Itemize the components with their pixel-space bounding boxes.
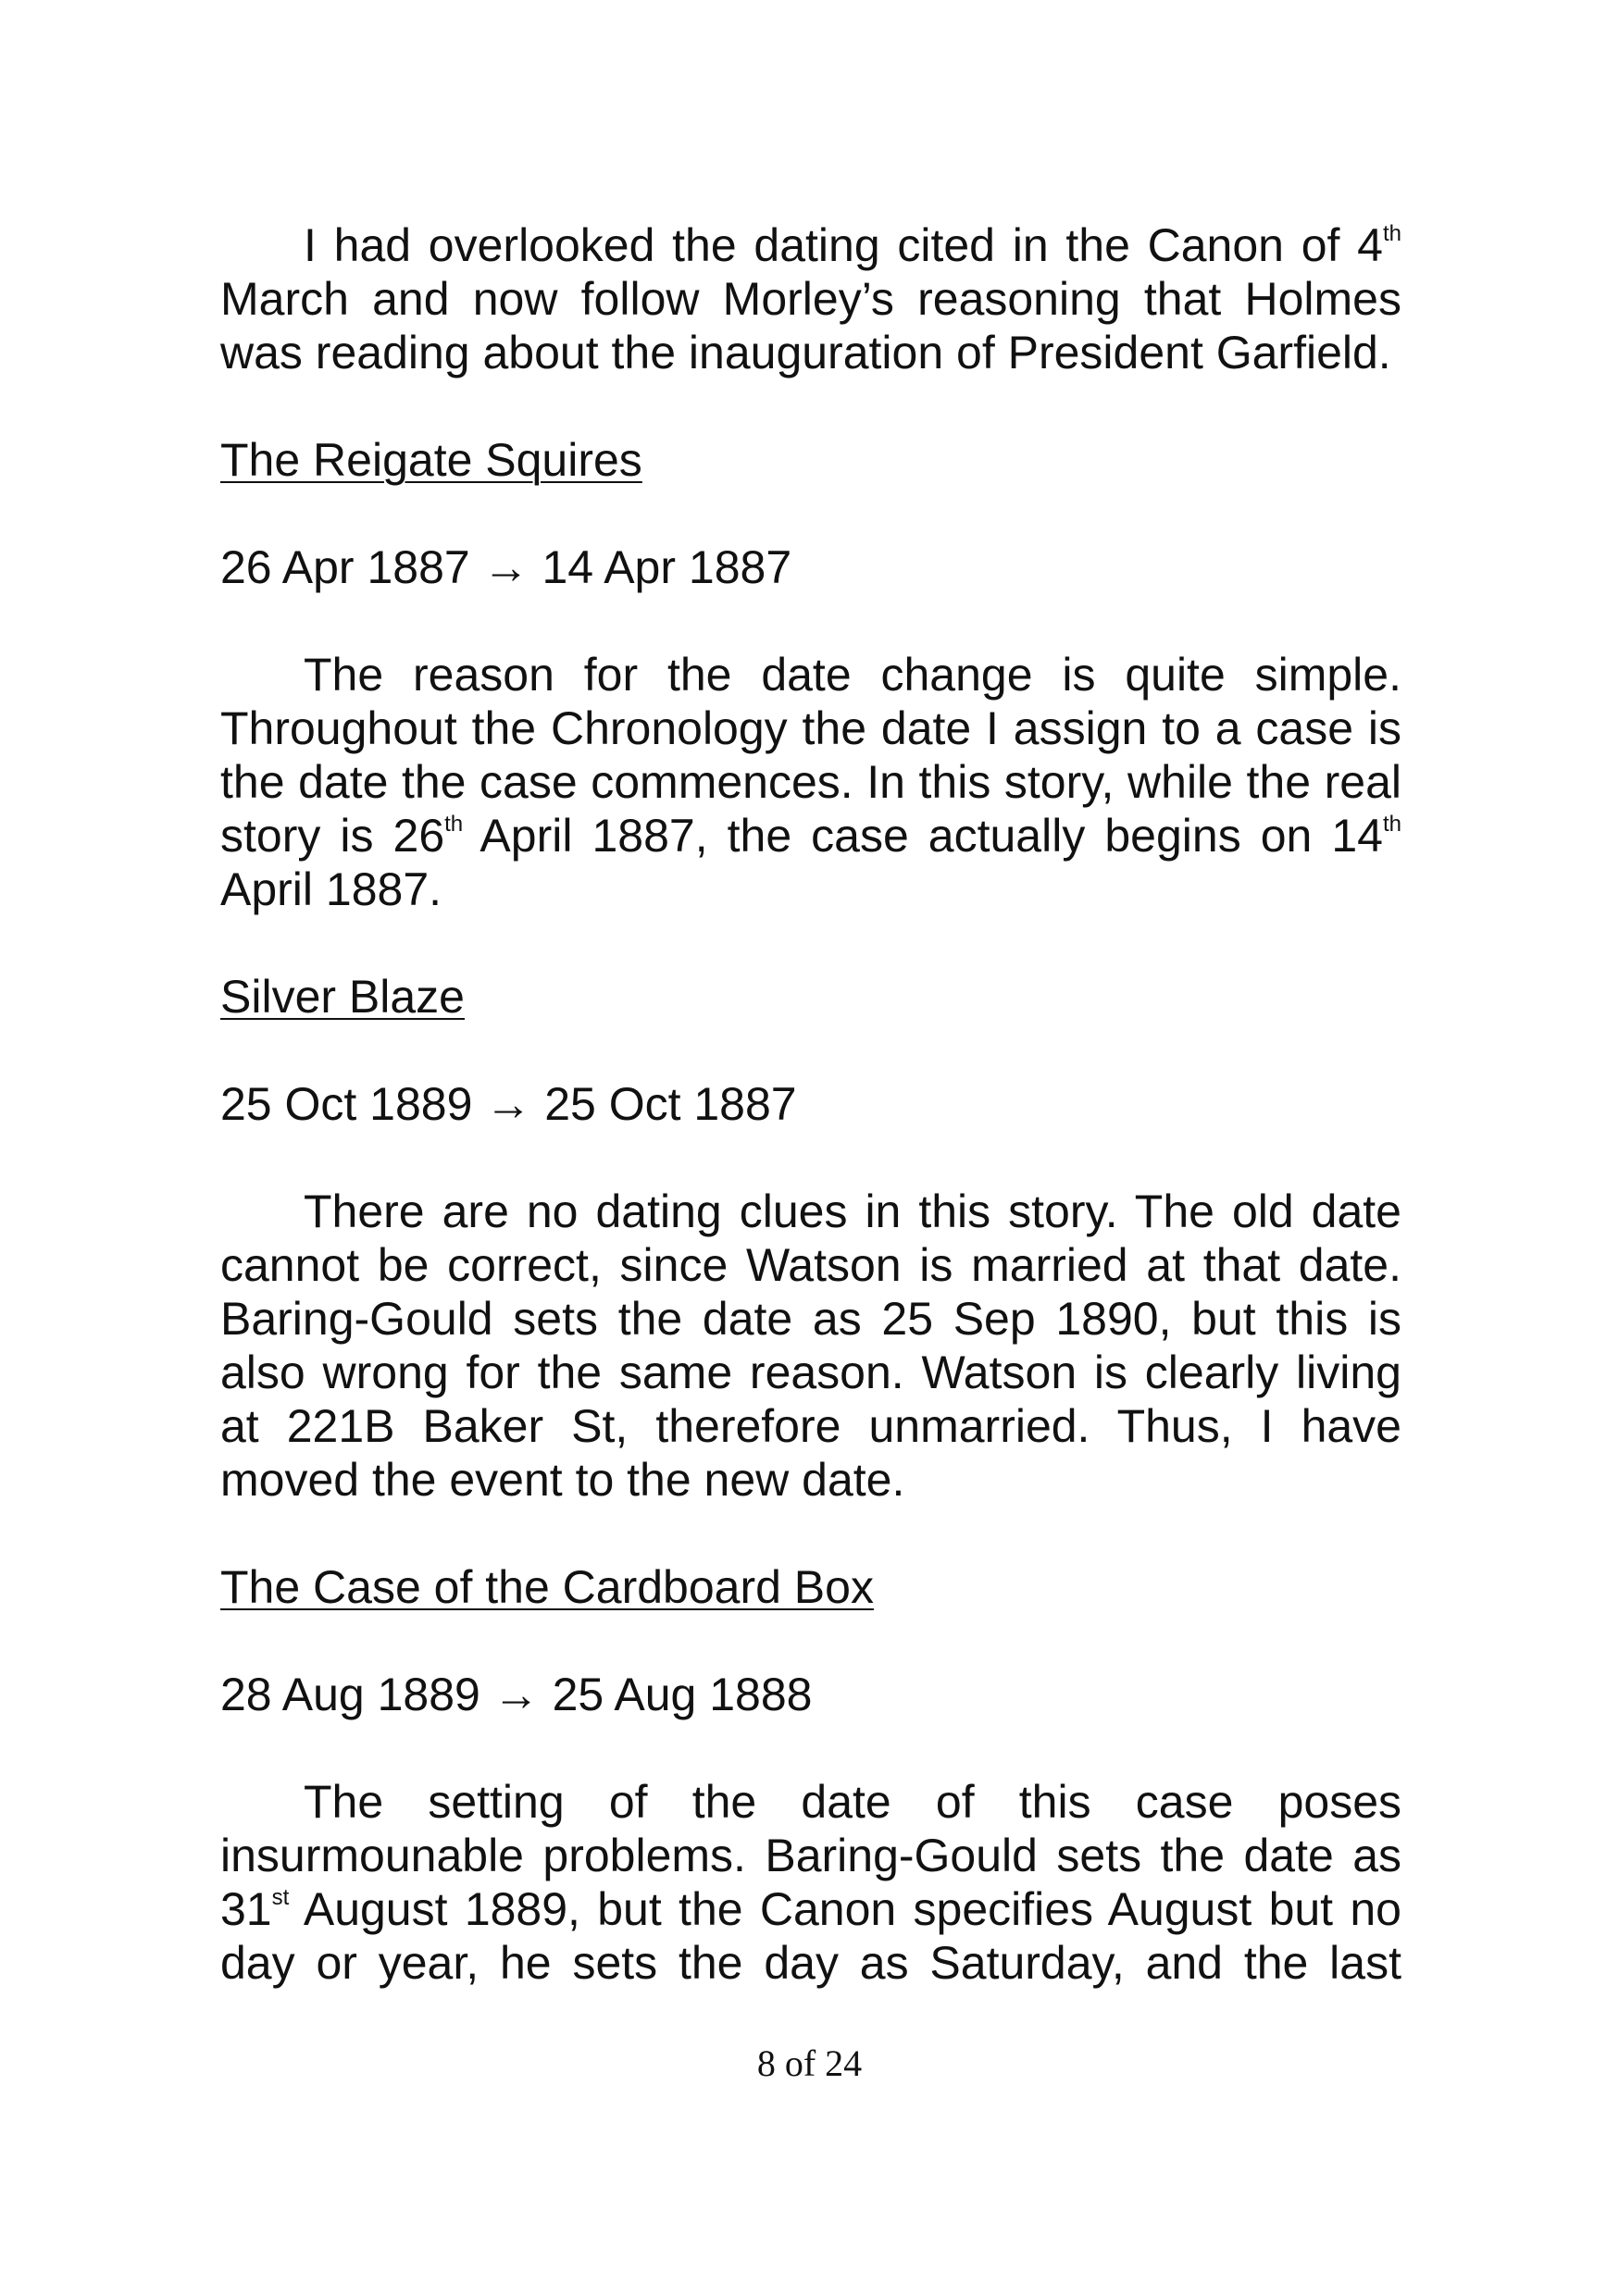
reigate-text-part-2: April 1887, the case actually begins on 14	[463, 810, 1383, 862]
intro-text-part-2: March and now follow Morley’s reasoning that Holmes was reading about the inauguration of President Garfield.	[220, 273, 1401, 379]
paragraph-cardboard-box	[220, 1775, 1401, 1990]
ordinal-suffix: th	[444, 812, 464, 837]
intro-paragraph	[220, 218, 1401, 379]
ordinal-suffix: th	[1383, 812, 1402, 837]
paragraph-reigate-squires	[220, 648, 1401, 916]
heading-silver-blaze: Silver Blaze	[220, 971, 465, 1023]
heading-cardboard-box: The Case of the Cardboard Box	[220, 1561, 874, 1613]
ordinal-suffix: st	[271, 1885, 290, 1910]
date-change-silver-blaze: 25 Oct 1889 → 25 Oct 1887	[220, 1078, 797, 1130]
reigate-text-part-1: The reason for the date change is quite simple. Throughout the Chronology the date I assign to a case is the date the case commences. In this story, while the real story is 26	[220, 649, 1401, 862]
date-change-reigate-squires: 26 Apr 1887 → 14 Apr 1887	[220, 541, 792, 593]
cardboard-text-part-1: The setting of the date of this case poses insurmounable problems. Baring-Gould sets the date as 31	[220, 1776, 1401, 1935]
paragraph-silver-blaze: There are no dating clues in this story. The old date cannot be correct, since Watson is married at that date. Baring-Gould sets the date as 25 Sep 1890, but this is also wrong for the same reason. Watson is clearly living at 221B Baker St, therefore unmarried. Thus, I have moved the event to the new date.	[220, 1185, 1401, 1506]
page-body	[220, 218, 1401, 1990]
page-number: 8 of 24	[756, 2042, 863, 2084]
ordinal-suffix: th	[1382, 221, 1401, 246]
intro-text-part-1: I had overlooked the dating cited in the Canon of 4	[304, 219, 1383, 271]
cardboard-text-part-2: August 1889, but the Canon specifies August but no day or year, he sets the day as Saturday, and the last	[220, 1883, 1401, 1989]
heading-reigate-squires: The Reigate Squires	[220, 434, 642, 486]
reigate-text-part-3: April 1887.	[220, 863, 442, 915]
date-change-cardboard-box: 28 Aug 1889 → 25 Aug 1888	[220, 1669, 813, 1720]
